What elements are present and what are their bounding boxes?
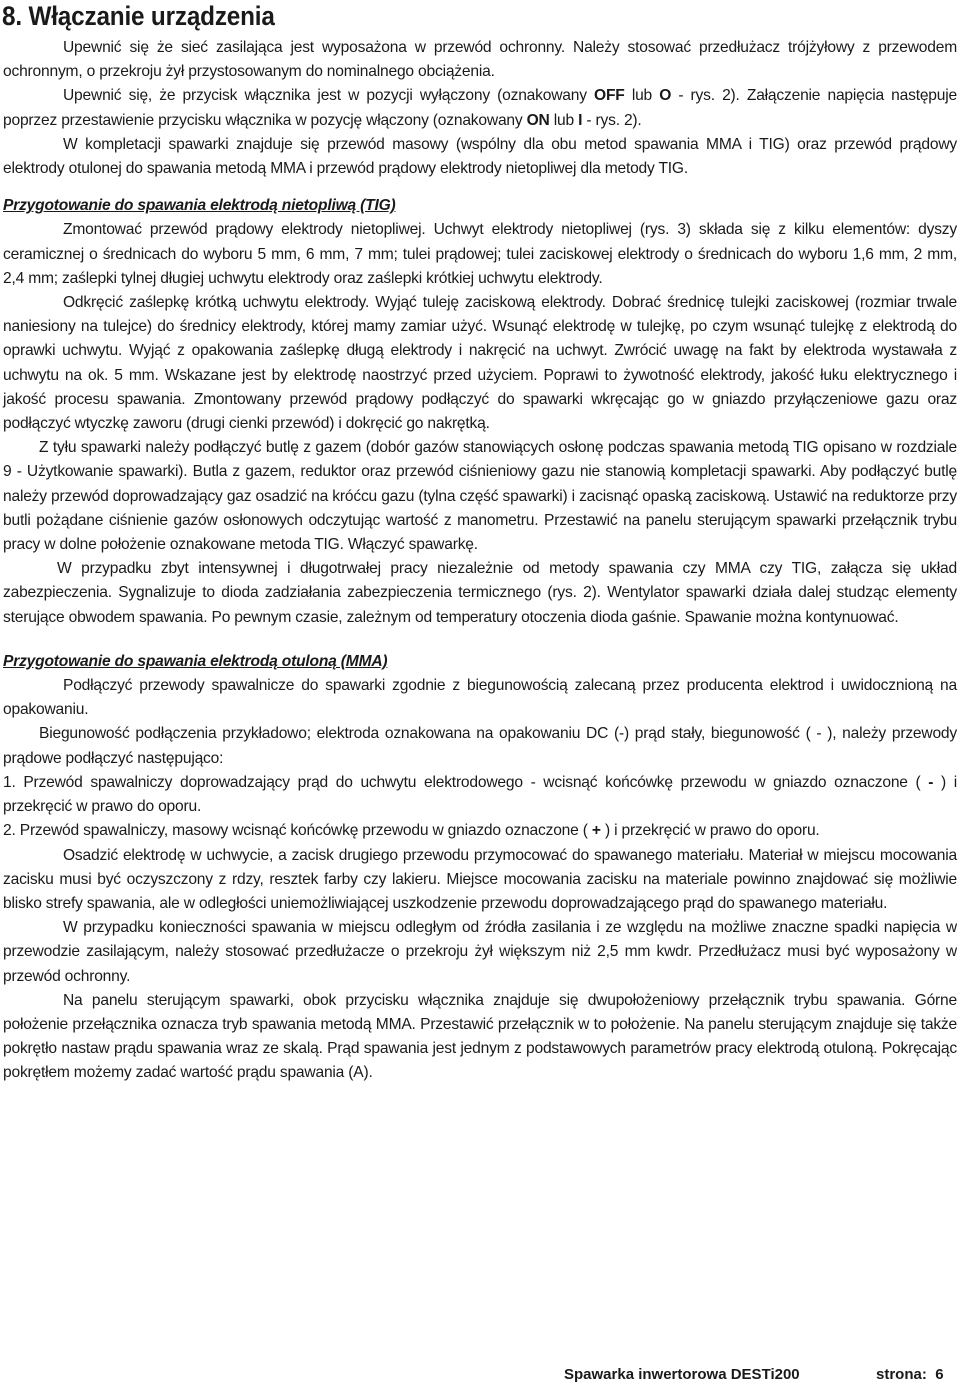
paragraph-tig-holder: Zmontować przewód prądowy elektrody nietopliwej. Uchwyt elektrody nietopliwej (rys. 3) składa się z kilku elementów: dyszy ceramicznej o średnicach do wyboru 5 mm, 6 mm, 7 mm; tulei prądowej; tulei zaciskowej elektrody o średnicach do wyboru 1,6 mm, 2 mm, 2,4 mm; zaślepki tylnej długiej uchwytu elektrody oraz zaślepki krótkiej uchwytu elektrody. xyxy=(3,221,957,287)
paragraph-mma-panel: Na panelu sterującym spawarki, obok przycisku włącznika znajduje się dwupołożeniowy przełącznik trybu spawania. Górne położenie przełącznika oznacza tryb spawania metodą MMA. Przestawić przełącznik w to położenie. Na panelu sterującym znajduje się także pokrętło nastaw prądu spawania wraz ze skalą. Prąd spawania jest jednym z podstawowych parametrów pracy elektrodą otuloną. Pokręcając pokrętłem możemy zadać wartość prądu spawania (A). xyxy=(3,991,957,1082)
heading-tig: Przygotowanie do spawania elektrodą nietopliwą (TIG) xyxy=(3,197,396,215)
text-segment: 1. Przewód spawalniczy doprowadzający prąd do uchwytu elektrodowego - wcisnąć końcówkę przewodu w gniazdo oznaczone ( xyxy=(3,773,929,791)
page-number: 6 xyxy=(935,1366,944,1383)
minus-symbol: - xyxy=(928,773,934,791)
text-segment: ) i przekręcić w prawo do oporu. xyxy=(3,773,957,816)
text-segment: lub xyxy=(549,111,579,129)
paragraph-thermal-protection: W przypadku zbyt intensywnej i długotrwałej pracy niezależnie od metody spawania czy MMA czy TIG, załącza się układ zabezpieczenia. Sygnalizuje to dioda zadziałania zabezpieczenia termicznego (rys. 2). Wentylator spawarki działa dalej studząc elementy sterujące obwodem spawania. Po pewnym czasie, zależnym od temperatury otoczenia dioda gaśnie. Spawanie można kontynuować. xyxy=(3,560,957,626)
text-segment: lub xyxy=(624,87,660,105)
paragraph-tig-gas: Z tyłu spawarki należy podłączyć butlę z gazem (dobór gazów stanowiących osłonę podczas spawania metodą TIG opisano w rozdziale 9 - Użytkowanie spawarki). Butla z gazem, reduktor oraz przewód ciśnieniowy gazu nie stanowią kompletacji spawarki. Aby podłączyć butlę należy przewód doprowadzający gaz osadzić na króćcu gazu (tylna część spawarki) i zacisnąć opaską zaciskową. Ustawić na reduktorze przy butli pożądane ciśnienie gazów osłonowych odczytując wartość z manometru. Przestawić na panelu sterującym spawarki przełącznik trybu pracy w dolne położenie oznakowane metoda TIG. Włączyć spawarkę. xyxy=(3,439,957,554)
text-segment: - rys. 2). Załączenie napięcia następuje poprzez przestawienie przycisku włącznika w pozycję włączony (oznakowany xyxy=(3,87,957,129)
label-off: OFF xyxy=(594,87,625,105)
label-o: O xyxy=(659,87,672,105)
paragraph-tig-assembly: Odkręcić zaślepkę krótką uchwytu elektrody. Wyjąć tuleję zaciskową elektrody. Dobrać średnicę tulejki zaciskowej (rozmiar trwale naniesiony na tulejce) do średnicy elektrody, której mamy zamiar użyć. Wsunąć elektrodę w tulejkę, po czym wsunąć tulejkę z elektrodą do oprawki uchwytu. Wyjąć z opakowania zaślepkę długą elektrody i nakręcić na uchwyt. Zwrócić uwagę na fakt by elektroda wystawała z uchwytu na ok. 5 mm. Wskazane jest by elektrodę naostrzyć przed użyciem. Poprawi to żywotność elektrody, jakość łuku elektrycznego i jakość procesu spawania. Zmontowany przewód prądowy podłączyć do spawarki wkręcając go w gniazdo przyłączeniowe gazu oraz podłączyć wtyczkę zaworu (drugi cienki przewód) i dokręcić go nakrętką. xyxy=(3,294,957,433)
plus-symbol: + xyxy=(591,822,601,840)
text-segment: Upewnić się, że przycisk włącznika jest w pozycji wyłączony (oznakowany xyxy=(63,87,595,105)
paragraph-mma-step-1 xyxy=(3,771,957,819)
section-title: 8. Włączanie urządzenia xyxy=(2,1,275,31)
text-segment: 2. Przewód spawalniczy, masowy wcisnąć końcówkę przewodu w gniazdo oznaczone ( xyxy=(3,822,592,840)
paragraph-mma-extension: W przypadku konieczności spawania w miejscu odległym od źródła zasilania i ze względu na możliwe znaczne spadki napięcia w przewodzie zasilającym, należy stosować przedłużacze o przekroju żył większym niż 2,5 mm kwdr. Przedłużacz musi być wyposażony w przewód ochronny. xyxy=(3,919,957,985)
paragraph-mma-step-2 xyxy=(3,819,957,843)
text-segment: - rys. 2). xyxy=(582,111,642,129)
paragraph-protective-conductor: Upewnić się że sieć zasilająca jest wyposażona w przewód ochronny. Należy stosować przedłużacz trójżyłowy z przewodem ochronnym, o przekroju żył przystosowanym do nominalnego obciążenia. xyxy=(3,39,957,81)
footer-product-name: Spawarka inwertorowa DESTi200 xyxy=(564,1366,800,1383)
label-i: I xyxy=(578,111,583,129)
document-body xyxy=(3,36,957,1086)
paragraph-power-switch xyxy=(3,84,957,132)
paragraph-mma-polarity: Biegunowość podłączenia przykładowo; elektroda oznakowana na opakowaniu DC (-) prąd stały, biegunowość ( - ), należy przewody prądowe podłączyć następująco: xyxy=(3,725,957,767)
text-segment: ) i przekręcić w prawo do oporu. xyxy=(600,822,820,840)
paragraph-mma-clamp: Osadzić elektrodę w uchwycie, a zacisk drugiego przewodu przymocować do spawanego materiału. Materiał w miejscu mocowania zacisku musi być oczyszczony z rdzy, resztek farby czy lakieru. Miejsce mocowania zacisku na materiale powinno znajdować się możliwie blisko strefy spawania, ale w odległości uniemożliwiającej uszkodzenie przewodu doprowadzającego prąd do spawanego materiału. xyxy=(3,846,957,912)
label-on: ON xyxy=(526,111,550,129)
footer-page-number xyxy=(876,1366,944,1383)
paragraph-mma-cables: Podłączyć przewody spawalnicze do spawarki zgodnie z biegunowością zalecaną przez producenta elektrod i uwidocznioną na opakowaniu. xyxy=(3,677,957,719)
heading-mma: Przygotowanie do spawania elektrodą otuloną (MMA) xyxy=(3,652,388,670)
paragraph-kit-contents: W kompletacji spawarki znajduje się przewód masowy (wspólny dla obu metod spawania MMA i TIG) oraz przewód prądowy elektrody otulonej do spawania metodą MMA i przewód prądowy elektrody nietopliwej dla metody TIG. xyxy=(3,135,957,178)
page-label: strona: xyxy=(876,1366,927,1383)
